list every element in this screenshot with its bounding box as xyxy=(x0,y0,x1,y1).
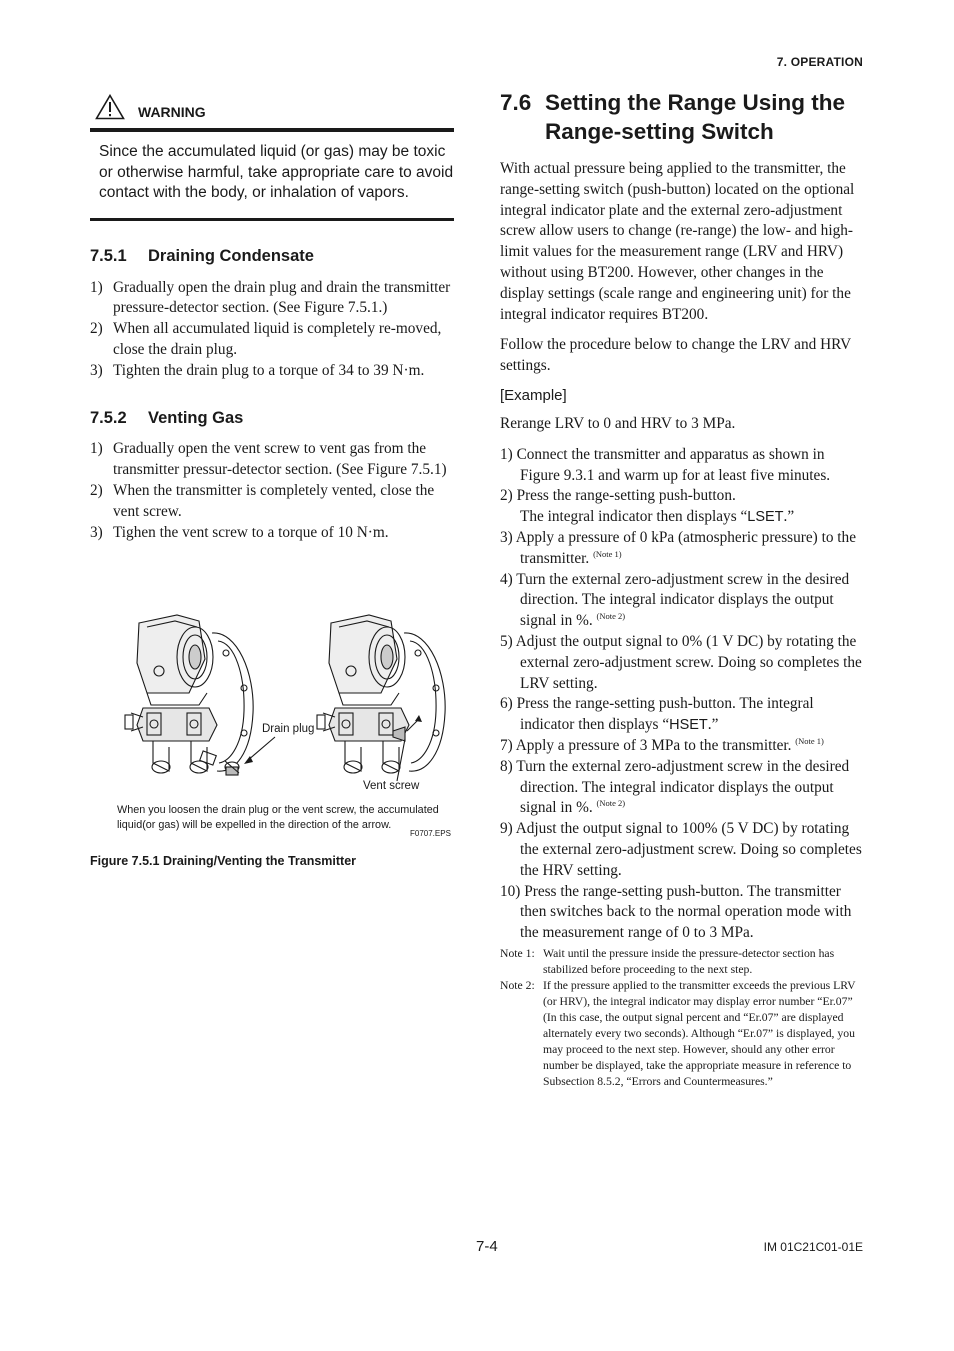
right-transmitter-drawing xyxy=(317,615,445,781)
list-item: 7) Apply a pressure of 3 MPa to the transmitter. $^{(Note 1)}$ xyxy=(500,735,824,754)
hset-display-text: HSET xyxy=(669,717,708,734)
list-item: 3) Apply a pressure of 0 kPa (atmospheric pressure) to the transmitter. $^{(Note 1)}$ xyxy=(500,528,856,567)
section-title-line2: Range-setting Switch xyxy=(545,119,774,144)
figure-caption: Figure 7.5.1 Draining/Venting the Transmitter xyxy=(90,854,357,868)
section-title: Draining Condensate xyxy=(148,246,314,265)
list-item: 9) Adjust the output signal to 100% (5 V DC) by rotating the external zero-adjustment screw. Doing so completes the HRV setting. xyxy=(500,820,862,879)
list-item: 3) Tighten the drain plug to a torque of 34 to 39 N·m. xyxy=(90,361,425,379)
example-text: Rerange LRV to 0 and HRV to 3 MPa. xyxy=(500,414,736,432)
list-item: 2) Press the range-setting push-button. The integral indicator then displays “LSET.” xyxy=(500,487,795,526)
procedure-paragraph: Follow the procedure below to change the LRV and HRV settings. xyxy=(500,336,851,375)
section-751-heading xyxy=(90,247,454,266)
list-item: 2) When the transmitter is completely vented, close the vent screw. xyxy=(90,482,435,520)
list-item: 6) Press the range-setting push-button. The integral indicator then displays “HSET.” xyxy=(500,695,814,734)
note-reference: (Note 2) xyxy=(596,798,626,809)
warning-label: WARNING xyxy=(138,103,206,120)
warning-bottom-rule xyxy=(90,218,454,221)
section-title-line1: Setting the Range Using the xyxy=(545,90,846,115)
warning-triangle-icon xyxy=(95,94,125,120)
warning-header xyxy=(95,92,454,122)
figure-draining-venting xyxy=(117,613,457,838)
venting-steps xyxy=(90,439,454,543)
note-1: Note 1: Wait until the pressure inside the pressure-detector section has stabilized before proceeding to the next step. xyxy=(500,946,835,976)
drain-plug-drawing xyxy=(225,737,275,775)
warning-text: Since the accumulated liquid (or gas) may be toxic or otherwise harmful, take appropriate care to avoid contact with the body, or inhalation of vapors. xyxy=(99,143,454,201)
range-setting-steps xyxy=(500,445,866,944)
right-column xyxy=(500,88,866,1090)
list-item: 2) When all accumulated liquid is completely re-moved, close the drain plug. xyxy=(90,320,442,358)
section-number: 7.6 xyxy=(500,90,532,115)
notes-block xyxy=(500,946,866,1090)
intro-paragraph: With actual pressure being applied to the transmitter, the range-setting switch (push-button) located on the optional integral indicator plate and the external zero-adjustment screw allow users to change (re-range) the low- and high-limit values for the measurement range (LRV and HRV) without using BT200. However, other changes in the display settings (scale range and engineering unit) for the integral indicator requires BT200. xyxy=(500,160,855,323)
lset-display-text: LSET xyxy=(747,509,784,526)
section-number: 7.5.2 xyxy=(90,409,127,428)
page-number: 7-4 xyxy=(476,1238,498,1255)
running-header: 7. OPERATION xyxy=(776,55,863,69)
warning-box xyxy=(90,92,454,221)
list-item: 1) Gradually open the drain plug and drain the transmitter pressure-detector section. (See Figure 7.5.1.) xyxy=(90,278,451,317)
note-2: Note 2: If the pressure applied to the transmitter exceeds the previous LRV (or HRV), the integral indicator may display error number “Er.07” (In this case, the output signal percent and “Er.07” are displayed alternately every two seconds). Although “Er.07” is displayed, you may proceed to the next step. However, should any other error number be displayed, take the appropriate measure in reference to Subsection 8.5.2, “Errors and Countermeasures.” xyxy=(500,978,856,1088)
list-item: 8) Turn the external zero-adjustment screw in the desired direction. The integral indicator displays the output signal in %. $^{(Note 2)}$ xyxy=(500,757,850,817)
note-reference: (Note 1) xyxy=(593,548,622,559)
list-item: 10) Press the range-setting push-button. The transmitter then switches back to the normal operation mode with the measurement range of 0 to 3 MPa. xyxy=(500,882,852,942)
section-number: 7.5.1 xyxy=(90,246,127,265)
vent-screw-label: Vent screw xyxy=(363,780,420,792)
list-item: 4) Turn the external zero-adjustment screw in the desired direction. The integral indicator displays the output signal in %. $^{(Note 2)}$ xyxy=(500,570,850,630)
list-item: 1) Gradually open the vent screw to vent gas from the transmitter pressur-detector section. (See Figure 7.5.1) xyxy=(90,440,447,479)
list-item: 1) Connect the transmitter and apparatus as shown in Figure 9.3.1 and warm up for at least five minutes. xyxy=(500,445,831,484)
section-752-heading xyxy=(90,409,454,428)
draining-steps xyxy=(90,278,454,382)
warning-top-rule xyxy=(90,128,454,132)
example-label: [Example] xyxy=(500,386,567,404)
left-transmitter-drawing xyxy=(125,615,253,773)
figure-file-id: F0707.EPS xyxy=(410,829,451,838)
section-76-heading xyxy=(500,88,866,146)
list-item: 5) Adjust the output signal to 0% (1 V DC) by rotating the external zero-adjustment screw. Doing so completes the LRV setting. xyxy=(500,632,862,692)
left-column xyxy=(90,92,454,543)
note-reference: (Note 2) xyxy=(596,611,626,622)
note-reference: (Note 1) xyxy=(795,735,824,746)
document-id: IM 01C21C01-01E xyxy=(763,1240,863,1254)
figure-note: When you loosen the drain plug or the vent screw, the accumulated liquid(or gas) will be expelled in the direction of the arrow. xyxy=(117,804,439,831)
list-item: 3) Tighen the vent screw to a torque of 10 N·m. xyxy=(90,523,389,541)
section-title: Venting Gas xyxy=(148,409,244,428)
drain-plug-label: Drain plug xyxy=(262,723,315,735)
